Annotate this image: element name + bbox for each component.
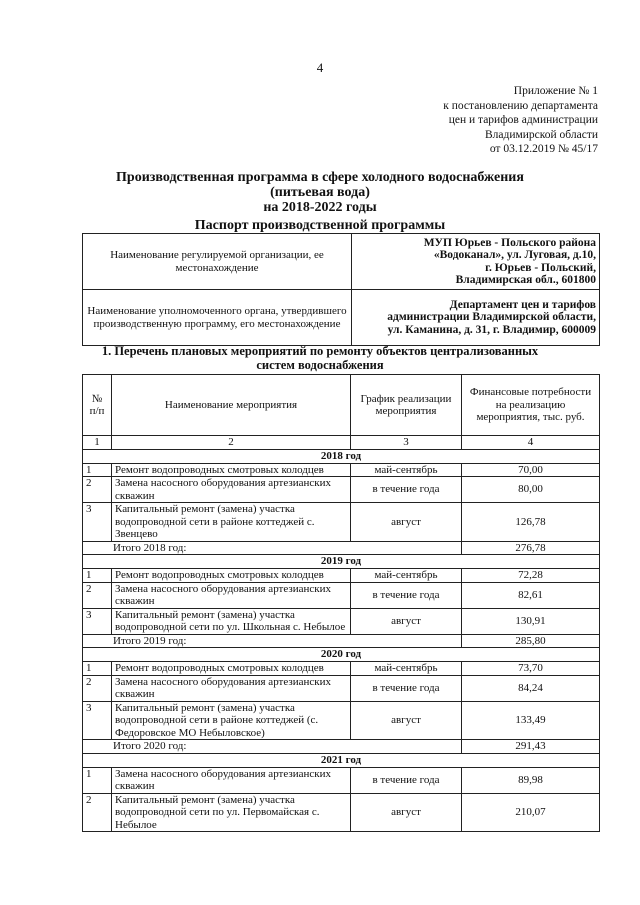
year-label: 2021 год — [83, 753, 600, 767]
page-number: 4 — [316, 60, 324, 75]
table-header-row — [83, 375, 600, 436]
appendix-line: Приложение № 1 — [513, 85, 598, 97]
passport-value-line: ул. Каманина, д. 31, г. Владимир, 600009 — [387, 323, 596, 336]
passport-title: Паспорт производственной программы — [194, 218, 446, 233]
column-index: 3 — [351, 436, 462, 450]
passport-row — [83, 290, 600, 346]
measure-cost: 126,78 — [462, 503, 600, 542]
measure-name: Ремонт водопроводных смотровых колодцев — [112, 569, 351, 583]
table-body — [83, 449, 600, 832]
table-row — [83, 608, 600, 634]
measure-cost: 210,07 — [462, 793, 600, 832]
measure-schedule: август — [351, 701, 462, 740]
measure-schedule: в течение года — [351, 582, 462, 608]
total-label: Итого 2020 год: — [83, 740, 462, 754]
year-row — [83, 555, 600, 569]
measure-name: Капитальный ремонт (замена) участка водопроводной сети по ул. Первомайская с. Небылое — [112, 793, 351, 832]
total-value: 276,78 — [462, 541, 600, 555]
measure-cost: 73,70 — [462, 662, 600, 676]
measure-name: Ремонт водопроводных смотровых колодцев — [112, 463, 351, 477]
measures-table — [82, 374, 600, 832]
row-number: 1 — [83, 767, 112, 793]
row-number: 2 — [83, 675, 112, 701]
passport-value — [352, 290, 600, 346]
table-row — [83, 463, 600, 477]
measure-name: Капитальный ремонт (замена) участка водопроводной сети в районе коттеджей с. Звенцево — [112, 503, 351, 542]
row-number: 3 — [83, 503, 112, 542]
document-title — [0, 170, 640, 215]
passport-row — [83, 234, 600, 290]
row-number: 1 — [83, 662, 112, 676]
appendix-block — [443, 84, 598, 157]
measure-cost: 130,91 — [462, 608, 600, 634]
measure-cost: 82,61 — [462, 582, 600, 608]
measure-schedule: в течение года — [351, 477, 462, 503]
measure-schedule: май-сентябрь — [351, 569, 462, 583]
measure-name: Замена насосного оборудования артезианских скважин — [112, 767, 351, 793]
table-row — [83, 503, 600, 542]
header-name: Наименование мероприятия — [112, 375, 351, 436]
column-index: 1 — [83, 436, 112, 450]
table-row — [83, 793, 600, 832]
measure-schedule: май-сентябрь — [351, 662, 462, 676]
total-value: 291,43 — [462, 740, 600, 754]
measure-name: Замена насосного оборудования артезианских скважин — [112, 675, 351, 701]
year-label: 2018 год — [83, 449, 600, 463]
title-line: на 2018-2022 годы — [263, 200, 377, 215]
year-row — [83, 648, 600, 662]
measure-cost: 89,98 — [462, 767, 600, 793]
measure-cost: 80,00 — [462, 477, 600, 503]
total-row — [83, 740, 600, 754]
measure-cost: 70,00 — [462, 463, 600, 477]
passport-value-line: МУП Юрьев - Польского района — [423, 236, 596, 249]
measure-schedule: в течение года — [351, 767, 462, 793]
row-number: 3 — [83, 701, 112, 740]
passport-value-line: администрации Владимирской области, — [387, 311, 596, 324]
section-title-line: систем водоснабжения — [256, 358, 384, 372]
row-number: 2 — [83, 582, 112, 608]
measure-name: Ремонт водопроводных смотровых колодцев — [112, 662, 351, 676]
column-index-row — [83, 436, 600, 450]
passport-label: Наименование регулируемой организации, ее местонахождение — [83, 234, 352, 290]
total-label: Итого 2018 год: — [83, 541, 462, 555]
total-row — [83, 634, 600, 648]
row-number: 2 — [83, 793, 112, 832]
passport-table — [82, 233, 600, 346]
year-label: 2020 год — [83, 648, 600, 662]
row-number: 1 — [83, 463, 112, 477]
passport-value-line: г. Юрьев - Польский, — [485, 261, 596, 274]
table-row — [83, 477, 600, 503]
appendix-line: к постановлению департамента — [443, 99, 598, 112]
year-row — [83, 753, 600, 767]
row-number: 2 — [83, 477, 112, 503]
measure-name: Замена насосного оборудования артезианских скважин — [112, 477, 351, 503]
measure-name: Капитальный ремонт (замена) участка водопроводной сети по ул. Школьная с. Небылое — [112, 608, 351, 634]
total-value: 285,80 — [462, 634, 600, 648]
header-finance: Финансовые потребности на реализацию мероприятия, тыс. руб. — [462, 375, 600, 436]
appendix-line: Владимирской области — [484, 128, 598, 141]
passport-value-line: «Водоканал», ул. Луговая, д.10, — [433, 249, 596, 261]
measure-schedule: август — [351, 608, 462, 634]
title-line: (питьевая вода) — [270, 185, 370, 200]
passport-value-line: Владимирская обл., 601800 — [455, 274, 596, 286]
measure-schedule: август — [351, 793, 462, 832]
year-label: 2019 год — [83, 555, 600, 569]
table-row — [83, 582, 600, 608]
header-schedule: График реализации мероприятия — [351, 375, 462, 436]
total-label: Итого 2019 год: — [83, 634, 462, 648]
section-title — [0, 344, 640, 372]
table-row — [83, 701, 600, 740]
title-line: Производственная программа в сфере холодного водоснабжения — [116, 170, 524, 185]
appendix-line: цен и тарифов администрации — [448, 114, 598, 126]
column-index: 4 — [462, 436, 600, 450]
row-number: 1 — [83, 569, 112, 583]
column-index: 2 — [112, 436, 351, 450]
measure-schedule: август — [351, 503, 462, 542]
total-row — [83, 541, 600, 555]
measure-cost: 133,49 — [462, 701, 600, 740]
measure-schedule: в течение года — [351, 675, 462, 701]
appendix-line: от 03.12.2019 № 45/17 — [489, 143, 598, 155]
measure-name: Замена насосного оборудования артезианских скважин — [112, 582, 351, 608]
table-row — [83, 767, 600, 793]
table-row — [83, 675, 600, 701]
passport-value — [352, 234, 600, 290]
table-row — [83, 569, 600, 583]
measure-cost: 84,24 — [462, 675, 600, 701]
row-number: 3 — [83, 608, 112, 634]
measure-name: Капитальный ремонт (замена) участка водопроводной сети в районе коттеджей (с. Федоровское МО Небыловское) — [112, 701, 351, 740]
section-title-line: 1. Перечень плановых мероприятий по ремонту объектов централизованных — [101, 344, 539, 358]
year-row — [83, 449, 600, 463]
measure-cost: 72,28 — [462, 569, 600, 583]
measure-schedule: май-сентябрь — [351, 463, 462, 477]
passport-value-line: Департамент цен и тарифов — [449, 298, 596, 311]
table-row — [83, 662, 600, 676]
passport-label: Наименование уполномоченного органа, утвердившего производственную программу, его местонахождение — [83, 290, 352, 346]
header-number: № п/п — [83, 375, 112, 436]
